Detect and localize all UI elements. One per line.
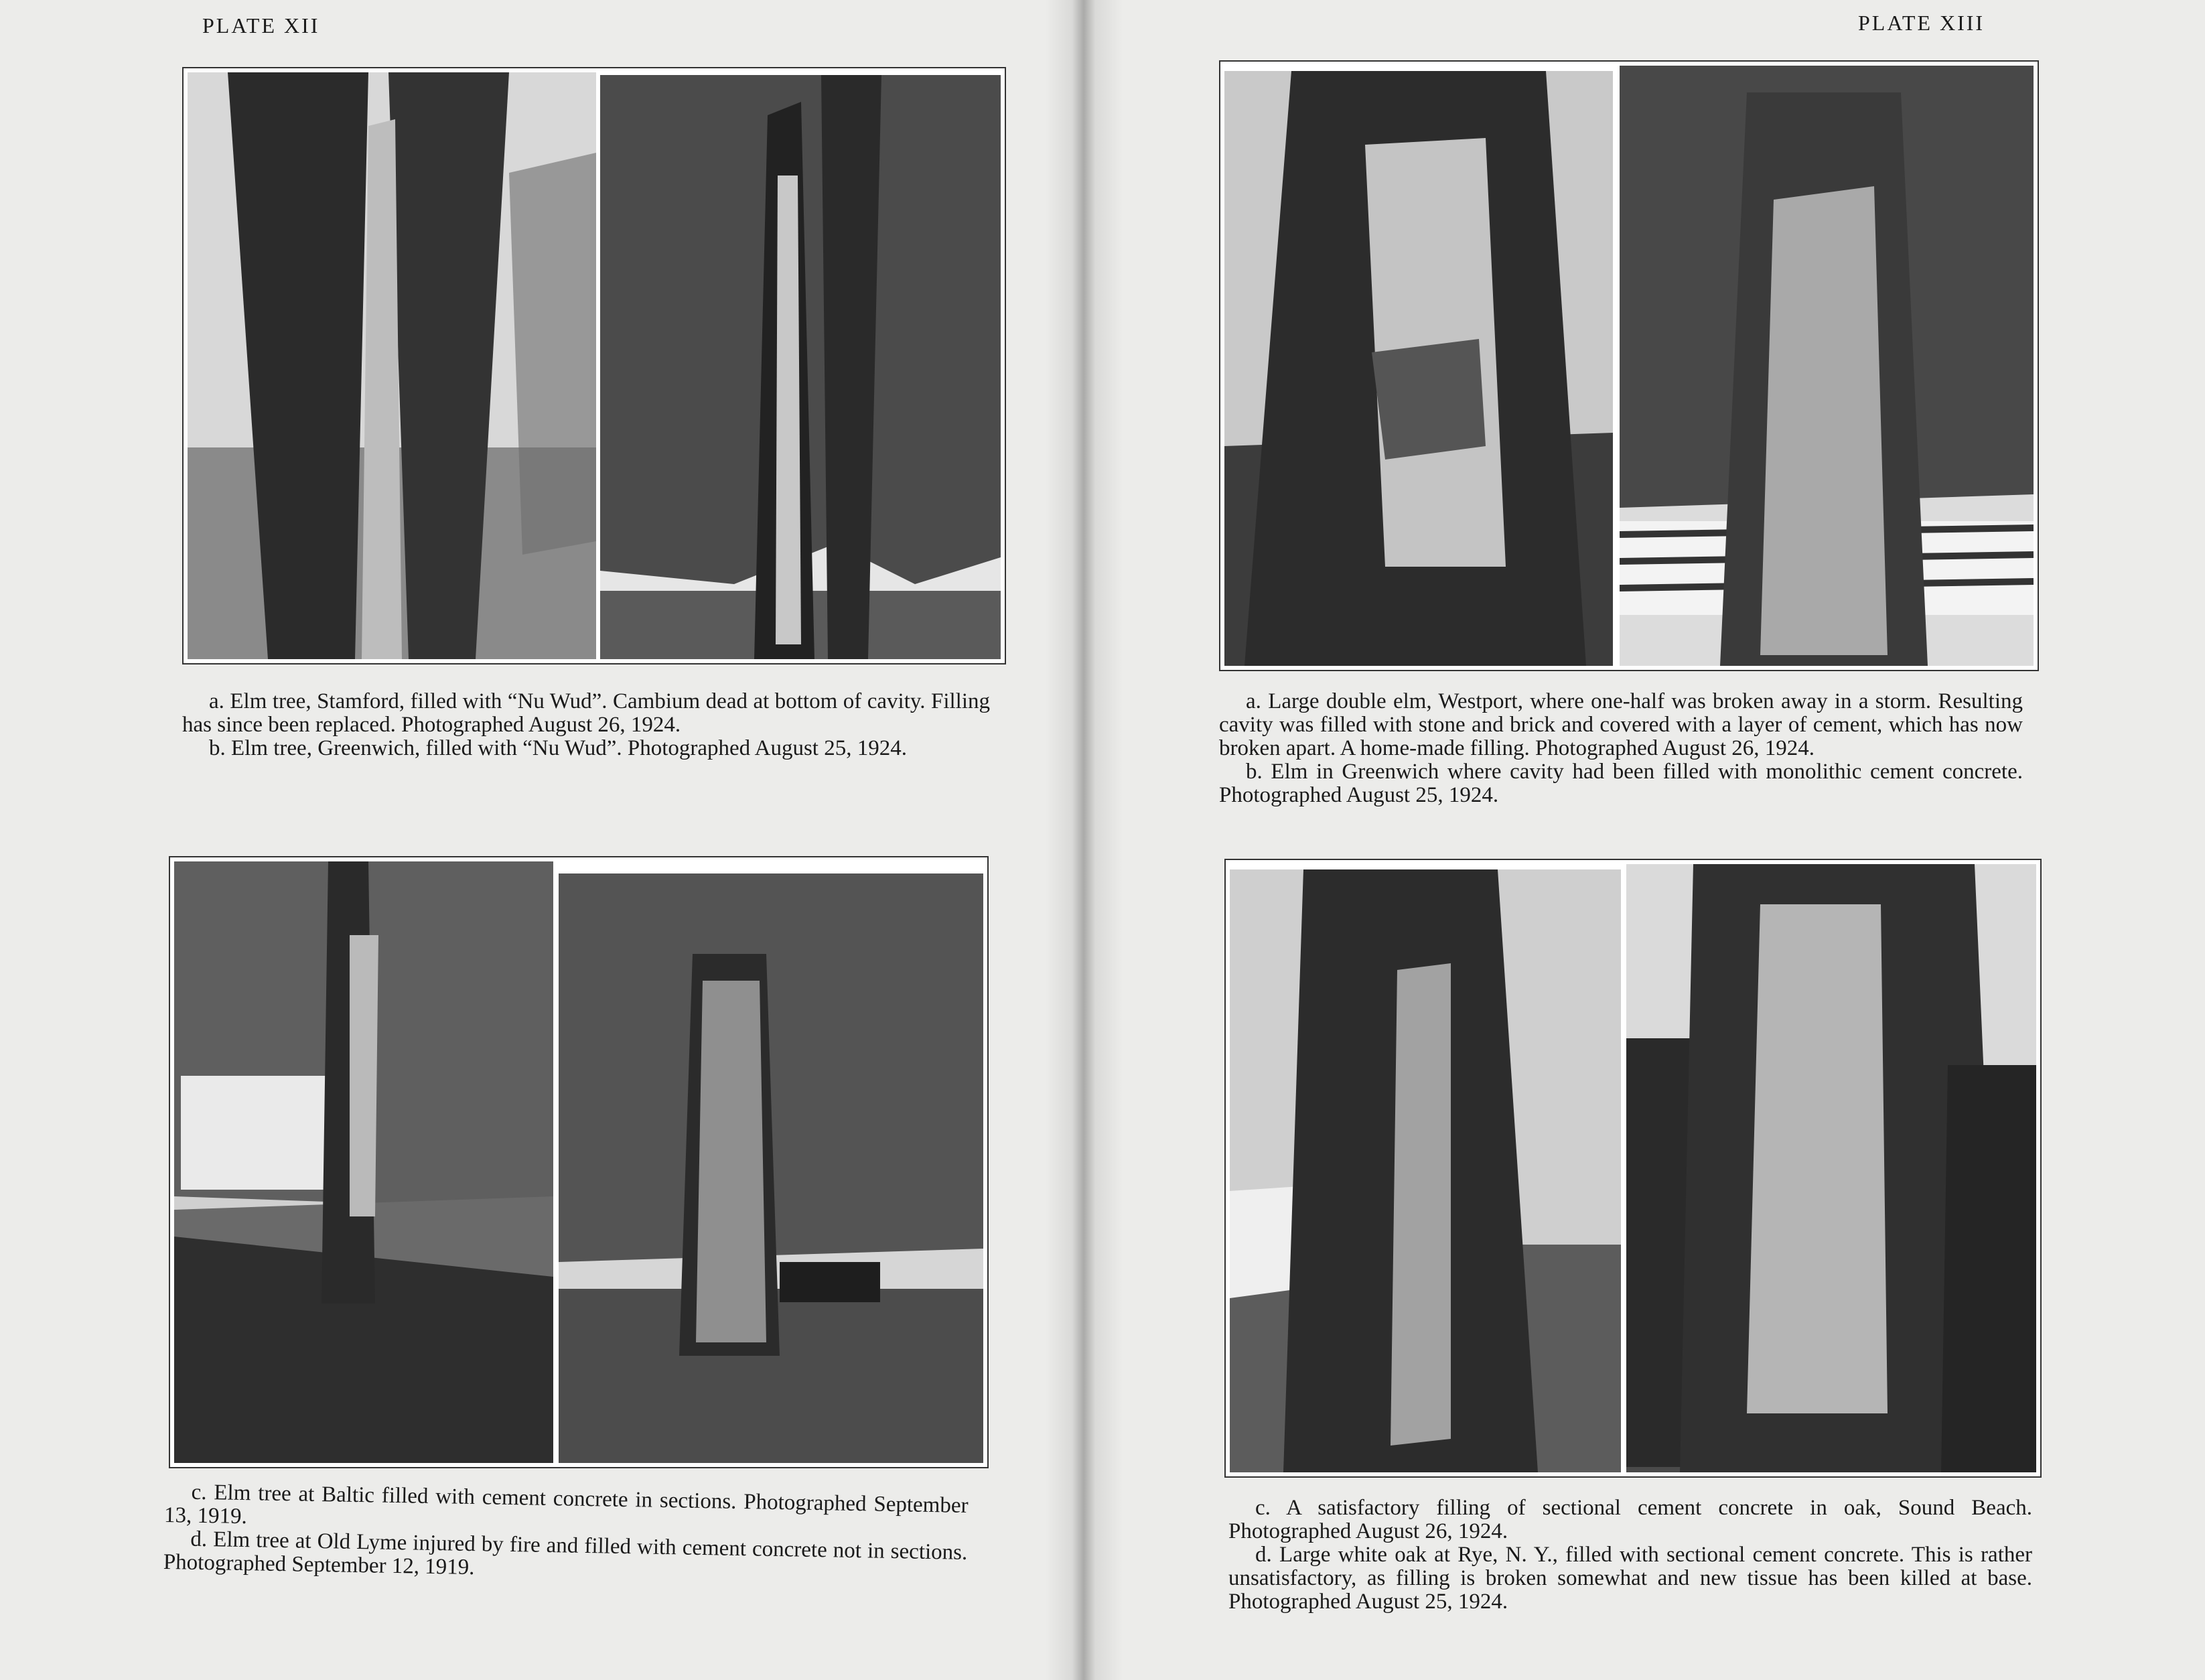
plate-xiii-bottom-photos — [1224, 859, 2042, 1478]
photo-white-oak-rye — [1626, 864, 2036, 1472]
photo-oak-sound-beach — [1230, 869, 1621, 1472]
caption-xii-a: a. Elm tree, Stamford, filled with “Nu Wud”. Cambium dead at bottom of cavity. Filling has since been replaced. Photographed August 26, 1924. — [182, 689, 990, 737]
book-gutter — [1045, 0, 1123, 1680]
plate-xii-top-caption — [182, 690, 990, 760]
photo-double-elm-westport — [1224, 71, 1613, 666]
plate-xii-bottom-photos — [169, 856, 989, 1468]
plate-xiii-bottom-caption — [1228, 1496, 2032, 1614]
photo-elm-greenwich-monolithic — [1620, 66, 2034, 666]
photo-elm-old-lyme-concrete — [559, 873, 983, 1463]
right-page — [1084, 0, 2205, 1680]
plate-xii-bottom-caption — [163, 1480, 969, 1588]
caption-xii-c: c. Elm tree at Baltic filled with cement concrete in sections. Photographed September 13, 1919. — [163, 1480, 969, 1529]
caption-xii-d: d. Elm tree at Old Lyme injured by fire and filled with cement concrete not in sections. Photographed September 12, 1919. — [163, 1527, 968, 1580]
photo-elm-baltic-sectional — [174, 861, 553, 1463]
photo-elm-stamford-nu-wud — [188, 72, 596, 659]
plate-label-xiii: PLATE XIII — [1858, 11, 1985, 35]
caption-xiii-c: c. A satisfactory filling of sectional cement concrete in oak, Sound Beach. Photographed August 26, 1924. — [1228, 1496, 2032, 1543]
photo-elm-greenwich-nu-wud — [600, 75, 1001, 659]
left-page — [0, 0, 1084, 1680]
caption-xiii-b: b. Elm in Greenwich where cavity had been filled with monolithic cement concrete. Photographed August 25, 1924. — [1219, 760, 2023, 807]
plate-xiii-top-photos — [1219, 60, 2039, 671]
caption-xiii-d: d. Large white oak at Rye, N. Y., filled with sectional cement concrete. This is rather unsatisfactory, as filling is broken somewhat and new tissue has been killed at base. Photographed August 25, 1924. — [1228, 1543, 2032, 1614]
plate-xiii-top-caption — [1219, 690, 2023, 807]
plate-label-xii: PLATE XII — [202, 13, 320, 38]
caption-xiii-a: a. Large double elm, Westport, where one-half was broken away in a storm. Resulting cavity was filled with stone and brick and covered with a layer of cement, which has now broken apart. A home-made filling. Photographed August 26, 1924. — [1219, 689, 2023, 760]
plate-xii-top-photos — [182, 67, 1006, 664]
caption-xii-b: b. Elm tree, Greenwich, filled with “Nu Wud”. Photographed August 25, 1924. — [209, 736, 907, 760]
